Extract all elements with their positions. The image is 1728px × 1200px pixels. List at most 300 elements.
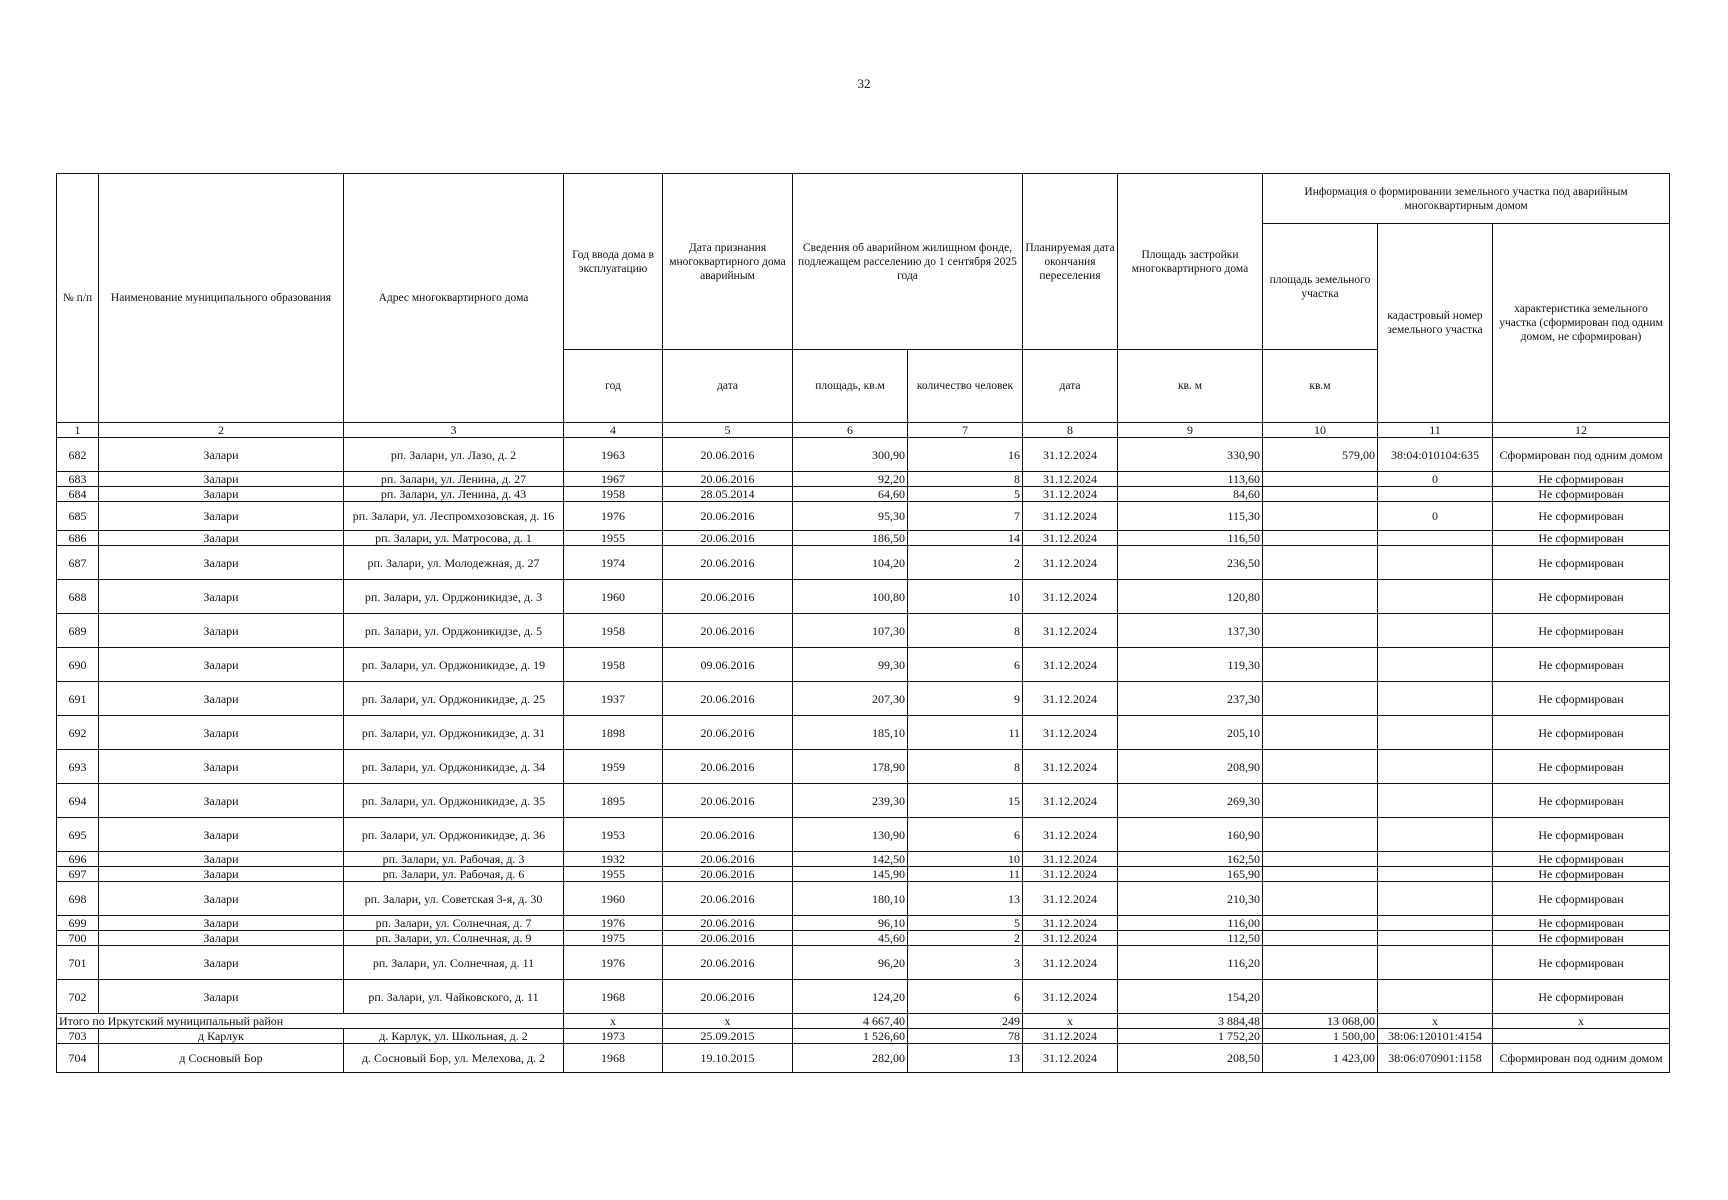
area-cell: 124,20 [793, 980, 908, 1014]
land-char-cell: Не сформирован [1493, 716, 1670, 750]
land-area-cell [1263, 682, 1378, 716]
total-char: x [1493, 1014, 1670, 1029]
table-row [57, 1044, 1670, 1073]
column-number: 5 [663, 423, 793, 438]
date-recognized-cell: 20.06.2016 [663, 580, 793, 614]
cadastral-cell [1378, 867, 1493, 882]
land-area-cell [1263, 648, 1378, 682]
built-area-cell: 165,90 [1118, 867, 1263, 882]
date-recognized-cell: 20.06.2016 [663, 784, 793, 818]
land-area-cell [1263, 502, 1378, 531]
unit-built-kvm: кв. м [1118, 350, 1263, 423]
year-cell: 1968 [564, 1044, 663, 1073]
date-recognized-cell: 19.10.2015 [663, 1044, 793, 1073]
area-cell: 99,30 [793, 648, 908, 682]
land-char-cell: Не сформирован [1493, 946, 1670, 980]
table-row [57, 1029, 1670, 1044]
built-area-cell: 237,30 [1118, 682, 1263, 716]
planned-date-cell: 31.12.2024 [1023, 946, 1118, 980]
unit-date: дата [663, 350, 793, 423]
municipality-cell: Залари [99, 784, 344, 818]
year-cell: 1937 [564, 682, 663, 716]
cadastral-cell [1378, 648, 1493, 682]
planned-date-cell: 31.12.2024 [1023, 750, 1118, 784]
built-area-cell: 210,30 [1118, 882, 1263, 916]
year-cell: 1895 [564, 784, 663, 818]
column-number: 1 [57, 423, 99, 438]
people-cell: 15 [908, 784, 1023, 818]
municipality-cell: Залари [99, 472, 344, 487]
table-row [57, 931, 1670, 946]
people-cell: 2 [908, 546, 1023, 580]
cadastral-cell [1378, 546, 1493, 580]
municipality-cell: Залари [99, 580, 344, 614]
built-area-cell: 236,50 [1118, 546, 1263, 580]
year-cell: 1976 [564, 916, 663, 931]
built-area-cell: 115,30 [1118, 502, 1263, 531]
address-cell: рп. Залари, ул. Чайковского, д. 11 [344, 980, 564, 1014]
area-cell: 45,60 [793, 931, 908, 946]
people-cell: 14 [908, 531, 1023, 546]
column-number: 6 [793, 423, 908, 438]
row-number: 688 [57, 580, 99, 614]
planned-date-cell: 31.12.2024 [1023, 980, 1118, 1014]
land-char-cell: Не сформирован [1493, 931, 1670, 946]
row-number: 701 [57, 946, 99, 980]
column-number: 12 [1493, 423, 1670, 438]
land-area-cell [1263, 867, 1378, 882]
date-recognized-cell: 28.05.2014 [663, 487, 793, 502]
row-number: 685 [57, 502, 99, 531]
column-number: 3 [344, 423, 564, 438]
table-row [57, 818, 1670, 852]
cadastral-cell: 0 [1378, 472, 1493, 487]
year-cell: 1976 [564, 502, 663, 531]
cadastral-cell [1378, 716, 1493, 750]
address-cell: рп. Залари, ул. Орджоникидзе, д. 34 [344, 750, 564, 784]
date-recognized-cell: 20.06.2016 [663, 818, 793, 852]
municipality-cell: Залари [99, 648, 344, 682]
year-cell: 1967 [564, 472, 663, 487]
planned-date-cell: 31.12.2024 [1023, 502, 1118, 531]
table-row [57, 682, 1670, 716]
column-number: 2 [99, 423, 344, 438]
table-row [57, 867, 1670, 882]
address-cell: рп. Залари, ул. Орджоникидзе, д. 3 [344, 580, 564, 614]
municipality-cell: Залари [99, 867, 344, 882]
date-recognized-cell: 20.06.2016 [663, 614, 793, 648]
land-area-cell [1263, 531, 1378, 546]
land-area-cell: 1 500,00 [1263, 1029, 1378, 1044]
built-area-cell: 162,50 [1118, 852, 1263, 867]
land-char-cell: Сформирован под одним домом [1493, 438, 1670, 472]
land-area-cell [1263, 980, 1378, 1014]
date-recognized-cell: 20.06.2016 [663, 546, 793, 580]
land-char-cell: Не сформирован [1493, 502, 1670, 531]
land-char-cell: Не сформирован [1493, 487, 1670, 502]
planned-date-cell: 31.12.2024 [1023, 784, 1118, 818]
planned-date-cell: 31.12.2024 [1023, 580, 1118, 614]
area-cell: 107,30 [793, 614, 908, 648]
row-number: 693 [57, 750, 99, 784]
people-cell: 11 [908, 716, 1023, 750]
cadastral-cell [1378, 531, 1493, 546]
year-cell: 1898 [564, 716, 663, 750]
municipality-cell: Залари [99, 916, 344, 931]
row-number: 691 [57, 682, 99, 716]
table-row [57, 487, 1670, 502]
address-cell: рп. Залари, ул. Орджоникидзе, д. 35 [344, 784, 564, 818]
date-recognized-cell: 20.06.2016 [663, 682, 793, 716]
date-recognized-cell: 20.06.2016 [663, 916, 793, 931]
planned-date-cell: 31.12.2024 [1023, 531, 1118, 546]
date-recognized-cell: 25.09.2015 [663, 1029, 793, 1044]
date-recognized-cell: 20.06.2016 [663, 931, 793, 946]
municipality-cell: Залари [99, 750, 344, 784]
total-plan: x [1023, 1014, 1118, 1029]
header-emergency-fund: Сведения об аварийном жилищном фонде, подлежащем расселению до 1 сентября 2025 года [793, 174, 1023, 350]
column-numbers-row [57, 423, 1670, 438]
table-header [57, 174, 1670, 423]
people-cell: 5 [908, 916, 1023, 931]
address-cell: рп. Залари, ул. Молодежная, д. 27 [344, 546, 564, 580]
municipality-cell: Залари [99, 682, 344, 716]
land-char-cell: Не сформирован [1493, 852, 1670, 867]
area-cell: 239,30 [793, 784, 908, 818]
address-cell: рп. Залари, ул. Орджоникидзе, д. 19 [344, 648, 564, 682]
area-cell: 104,20 [793, 546, 908, 580]
row-number: 692 [57, 716, 99, 750]
year-cell: 1974 [564, 546, 663, 580]
built-area-cell: 330,90 [1118, 438, 1263, 472]
year-cell: 1958 [564, 648, 663, 682]
unit-people: количество человек [908, 350, 1023, 423]
municipality-cell: Залари [99, 980, 344, 1014]
built-area-cell: 84,60 [1118, 487, 1263, 502]
unit-land-kvm: кв.м [1263, 350, 1378, 423]
total-people: 249 [908, 1014, 1023, 1029]
column-number: 4 [564, 423, 663, 438]
area-cell: 207,30 [793, 682, 908, 716]
year-cell: 1932 [564, 852, 663, 867]
table-row [57, 580, 1670, 614]
date-recognized-cell: 20.06.2016 [663, 750, 793, 784]
land-char-cell: Не сформирован [1493, 580, 1670, 614]
planned-date-cell: 31.12.2024 [1023, 852, 1118, 867]
land-area-cell [1263, 716, 1378, 750]
land-char-cell: Не сформирован [1493, 784, 1670, 818]
land-char-cell: Не сформирован [1493, 531, 1670, 546]
column-number: 11 [1378, 423, 1493, 438]
table-row [57, 980, 1670, 1014]
municipality-cell: Залари [99, 716, 344, 750]
cadastral-cell [1378, 580, 1493, 614]
area-cell: 96,20 [793, 946, 908, 980]
header-land-char: характеристика земельного участка (сформирован под одним домом, не сформирован) [1493, 224, 1670, 423]
row-number: 702 [57, 980, 99, 1014]
cadastral-cell [1378, 946, 1493, 980]
land-area-cell [1263, 487, 1378, 502]
row-number: 698 [57, 882, 99, 916]
address-cell: рп. Залари, ул. Советская 3-я, д. 30 [344, 882, 564, 916]
planned-date-cell: 31.12.2024 [1023, 882, 1118, 916]
cadastral-cell [1378, 980, 1493, 1014]
land-char-cell: Не сформирован [1493, 682, 1670, 716]
table-row [57, 502, 1670, 531]
page-number: 32 [857, 76, 871, 91]
land-char-cell [1493, 1029, 1670, 1044]
total-year: x [564, 1014, 663, 1029]
land-area-cell [1263, 750, 1378, 784]
address-cell: рп. Залари, ул. Матросова, д. 1 [344, 531, 564, 546]
address-cell: рп. Залари, ул. Рабочая, д. 3 [344, 852, 564, 867]
municipality-cell: Залари [99, 614, 344, 648]
land-char-cell: Не сформирован [1493, 882, 1670, 916]
unit-date-plan: дата [1023, 350, 1118, 423]
land-area-cell: 1 423,00 [1263, 1044, 1378, 1073]
planned-date-cell: 31.12.2024 [1023, 682, 1118, 716]
table-row [57, 882, 1670, 916]
people-cell: 13 [908, 1044, 1023, 1073]
area-cell: 282,00 [793, 1044, 908, 1073]
address-cell: рп. Залари, ул. Орджоникидзе, д. 25 [344, 682, 564, 716]
row-number: 686 [57, 531, 99, 546]
land-area-cell [1263, 472, 1378, 487]
table-row [57, 946, 1670, 980]
date-recognized-cell: 20.06.2016 [663, 531, 793, 546]
municipality-cell: Залари [99, 946, 344, 980]
area-cell: 145,90 [793, 867, 908, 882]
date-recognized-cell: 20.06.2016 [663, 852, 793, 867]
planned-date-cell: 31.12.2024 [1023, 438, 1118, 472]
people-cell: 6 [908, 980, 1023, 1014]
row-number: 697 [57, 867, 99, 882]
table-row [57, 546, 1670, 580]
year-cell: 1959 [564, 750, 663, 784]
date-recognized-cell: 20.06.2016 [663, 867, 793, 882]
planned-date-cell: 31.12.2024 [1023, 867, 1118, 882]
built-area-cell: 1 752,20 [1118, 1029, 1263, 1044]
municipality-cell: д Сосновый Бор [99, 1044, 344, 1073]
address-cell: рп. Залари, ул. Солнечная, д. 7 [344, 916, 564, 931]
land-area-cell [1263, 931, 1378, 946]
cadastral-cell [1378, 931, 1493, 946]
header-land-area: площадь земельного участка [1263, 224, 1378, 350]
municipality-cell: Залари [99, 882, 344, 916]
year-cell: 1955 [564, 531, 663, 546]
people-cell: 5 [908, 487, 1023, 502]
area-cell: 185,10 [793, 716, 908, 750]
row-number: 684 [57, 487, 99, 502]
year-cell: 1955 [564, 867, 663, 882]
cadastral-cell [1378, 750, 1493, 784]
unit-area: площадь, кв.м [793, 350, 908, 423]
date-recognized-cell: 20.06.2016 [663, 946, 793, 980]
people-cell: 7 [908, 502, 1023, 531]
row-number: 682 [57, 438, 99, 472]
land-char-cell: Не сформирован [1493, 750, 1670, 784]
built-area-cell: 137,30 [1118, 614, 1263, 648]
year-cell: 1968 [564, 980, 663, 1014]
address-cell: рп. Залари, ул. Ленина, д. 27 [344, 472, 564, 487]
planned-date-cell: 31.12.2024 [1023, 614, 1118, 648]
planned-date-cell: 31.12.2024 [1023, 916, 1118, 931]
cadastral-cell [1378, 916, 1493, 931]
table-row [57, 852, 1670, 867]
row-number: 704 [57, 1044, 99, 1073]
area-cell: 142,50 [793, 852, 908, 867]
area-cell: 92,20 [793, 472, 908, 487]
built-area-cell: 208,90 [1118, 750, 1263, 784]
municipality-cell: Залари [99, 818, 344, 852]
cadastral-cell [1378, 818, 1493, 852]
area-cell: 100,80 [793, 580, 908, 614]
planned-date-cell: 31.12.2024 [1023, 1044, 1118, 1073]
year-cell: 1963 [564, 438, 663, 472]
header-municipality: Наименование муниципального образования [99, 174, 344, 423]
land-char-cell: Не сформирован [1493, 867, 1670, 882]
area-cell: 95,30 [793, 502, 908, 531]
land-area-cell [1263, 784, 1378, 818]
built-area-cell: 269,30 [1118, 784, 1263, 818]
column-number: 10 [1263, 423, 1378, 438]
total-row [57, 1014, 1670, 1029]
row-number: 695 [57, 818, 99, 852]
date-recognized-cell: 20.06.2016 [663, 716, 793, 750]
total-date: x [663, 1014, 793, 1029]
table-row [57, 784, 1670, 818]
table-row [57, 614, 1670, 648]
row-number: 696 [57, 852, 99, 867]
people-cell: 8 [908, 614, 1023, 648]
people-cell: 10 [908, 580, 1023, 614]
municipality-cell: Залари [99, 502, 344, 531]
people-cell: 2 [908, 931, 1023, 946]
land-area-cell [1263, 916, 1378, 931]
address-cell: рп. Залари, ул. Орджоникидзе, д. 36 [344, 818, 564, 852]
cadastral-cell [1378, 882, 1493, 916]
cadastral-cell [1378, 487, 1493, 502]
municipality-cell: Залари [99, 931, 344, 946]
planned-date-cell: 31.12.2024 [1023, 472, 1118, 487]
area-cell: 64,60 [793, 487, 908, 502]
header-planned-date: Планируемая дата окончания переселения [1023, 174, 1118, 350]
area-cell: 186,50 [793, 531, 908, 546]
date-recognized-cell: 20.06.2016 [663, 980, 793, 1014]
row-number: 700 [57, 931, 99, 946]
land-char-cell: Не сформирован [1493, 648, 1670, 682]
people-cell: 8 [908, 472, 1023, 487]
planned-date-cell: 31.12.2024 [1023, 546, 1118, 580]
table-body [57, 423, 1670, 1073]
built-area-cell: 112,50 [1118, 931, 1263, 946]
municipality-cell: Залари [99, 546, 344, 580]
land-char-cell: Сформирован под одним домом [1493, 1044, 1670, 1073]
cadastral-cell [1378, 614, 1493, 648]
date-recognized-cell: 20.06.2016 [663, 472, 793, 487]
year-cell: 1958 [564, 614, 663, 648]
header-land-info: Информация о формировании земельного участка под аварийным многоквартирным домом [1263, 174, 1670, 224]
people-cell: 9 [908, 682, 1023, 716]
people-cell: 10 [908, 852, 1023, 867]
people-cell: 8 [908, 750, 1023, 784]
land-area-cell [1263, 580, 1378, 614]
planned-date-cell: 31.12.2024 [1023, 716, 1118, 750]
cadastral-cell: 0 [1378, 502, 1493, 531]
header-cadastral: кадастровый номер земельного участка [1378, 224, 1493, 423]
cadastral-cell: 38:06:120101:4154 [1378, 1029, 1493, 1044]
built-area-cell: 116,50 [1118, 531, 1263, 546]
people-cell: 3 [908, 946, 1023, 980]
land-char-cell: Не сформирован [1493, 614, 1670, 648]
land-char-cell: Не сформирован [1493, 818, 1670, 852]
planned-date-cell: 31.12.2024 [1023, 648, 1118, 682]
built-area-cell: 160,90 [1118, 818, 1263, 852]
header-built-area: Площадь застройки многоквартирного дома [1118, 174, 1263, 350]
people-cell: 78 [908, 1029, 1023, 1044]
address-cell: рп. Залари, ул. Орджоникидзе, д. 5 [344, 614, 564, 648]
land-char-cell: Не сформирован [1493, 980, 1670, 1014]
land-char-cell: Не сформирован [1493, 546, 1670, 580]
table-row [57, 648, 1670, 682]
year-cell: 1976 [564, 946, 663, 980]
people-cell: 6 [908, 648, 1023, 682]
municipality-cell: Залари [99, 438, 344, 472]
land-area-cell: 579,00 [1263, 438, 1378, 472]
land-area-cell [1263, 946, 1378, 980]
address-cell: рп. Залари, ул. Солнечная, д. 11 [344, 946, 564, 980]
people-cell: 6 [908, 818, 1023, 852]
row-number: 694 [57, 784, 99, 818]
built-area-cell: 208,50 [1118, 1044, 1263, 1073]
built-area-cell: 205,10 [1118, 716, 1263, 750]
date-recognized-cell: 09.06.2016 [663, 648, 793, 682]
table-row [57, 716, 1670, 750]
land-char-cell: Не сформирован [1493, 472, 1670, 487]
planned-date-cell: 31.12.2024 [1023, 1029, 1118, 1044]
address-cell: рп. Залари, ул. Рабочая, д. 6 [344, 867, 564, 882]
address-cell: рп. Залари, ул. Ленина, д. 43 [344, 487, 564, 502]
year-cell: 1953 [564, 818, 663, 852]
table-row [57, 916, 1670, 931]
address-cell: рп. Залари, ул. Леспромхозовская, д. 16 [344, 502, 564, 531]
people-cell: 11 [908, 867, 1023, 882]
people-cell: 13 [908, 882, 1023, 916]
people-cell: 16 [908, 438, 1023, 472]
built-area-cell: 154,20 [1118, 980, 1263, 1014]
address-cell: рп. Залари, ул. Солнечная, д. 9 [344, 931, 564, 946]
year-cell: 1975 [564, 931, 663, 946]
planned-date-cell: 31.12.2024 [1023, 818, 1118, 852]
address-cell: д. Карлук, ул. Школьная, д. 2 [344, 1029, 564, 1044]
built-area-cell: 119,30 [1118, 648, 1263, 682]
table-row [57, 531, 1670, 546]
total-area: 4 667,40 [793, 1014, 908, 1029]
planned-date-cell: 31.12.2024 [1023, 487, 1118, 502]
row-number: 703 [57, 1029, 99, 1044]
header-year-commissioned: Год ввода дома в эксплуатацию [564, 174, 663, 350]
table-row [57, 438, 1670, 472]
row-number: 687 [57, 546, 99, 580]
emergency-housing-table [56, 173, 1670, 1073]
cadastral-cell: 38:06:070901:1158 [1378, 1044, 1493, 1073]
area-cell: 130,90 [793, 818, 908, 852]
built-area-cell: 113,60 [1118, 472, 1263, 487]
total-land: 13 068,00 [1263, 1014, 1378, 1029]
planned-date-cell: 31.12.2024 [1023, 931, 1118, 946]
area-cell: 178,90 [793, 750, 908, 784]
unit-year: год [564, 350, 663, 423]
